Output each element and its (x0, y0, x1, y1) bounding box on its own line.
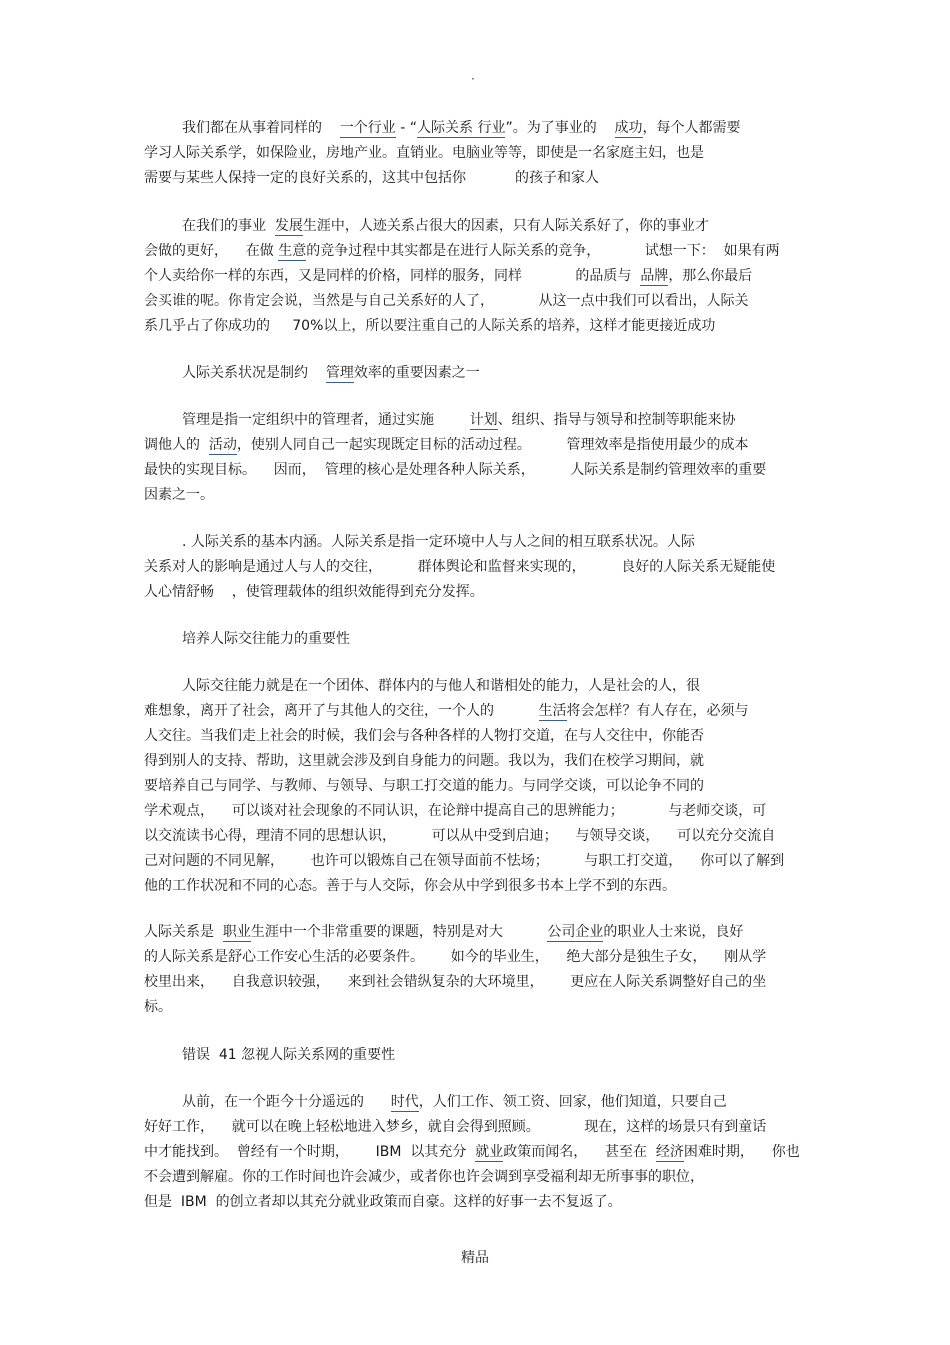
keyword-link[interactable]: 公司企业 (547, 924, 604, 940)
text-line: 他的工作状况和不同的心态。善于与人交际，你会从中学到很多书本上学不到的东西。 (144, 878, 676, 894)
paragraph-3 (144, 408, 809, 508)
paragraph-1 (144, 116, 809, 191)
text-line: 人际关系是 职业生涯中一个非常重要的课题，特别是对大 公司企业的职业人士来说，良好 (144, 924, 744, 940)
text-line: 得到别人的支持、帮助，这里就会涉及到自身能力的问题。我以为，我们在校学习期间，就 (144, 753, 704, 769)
text-line: 的人际关系是舒心工作安心生活的必要条件。 如今的毕业生， 绝大部分是独生子女， 刚从学 (144, 949, 767, 965)
text-line: 标。 (144, 999, 172, 1015)
paragraph-6 (144, 920, 809, 1020)
paragraph-5 (144, 674, 809, 899)
keyword-link[interactable]: 生意 (278, 243, 307, 259)
keyword-link[interactable]: 时代 (390, 1094, 419, 1110)
keyword-link[interactable]: 人际关系 行业 (417, 120, 506, 136)
header-mark: · (471, 72, 475, 86)
keyword-link[interactable]: 经济 (655, 1144, 684, 1160)
section-heading: 培养人际交往能力的重要性 (182, 631, 350, 647)
keyword-link[interactable]: 生活 (538, 703, 567, 719)
text-line: 在我们的事业 发展生涯中，人迹关系占很大的因素，只有人际关系好了，你的事业才 (182, 218, 709, 234)
text-line: 人交往。当我们走上社会的时候，我们会与各种各样的人物打交道，在与人交往中，你能否 (144, 728, 704, 744)
text-line: 会做的更好， 在做 生意的竞争过程中其实都是在进行人际关系的竞争， 试想一下： 如果有两 (144, 243, 780, 259)
keyword-link[interactable]: 职业 (222, 924, 251, 940)
section-heading: 错误 41 忽视人际关系网的重要性 (182, 1047, 396, 1063)
text-line: 会买谁的呢。你肯定会说，当然是与自己关系好的人了， 从这一点中我们可以看出，人际关 (144, 293, 749, 309)
keyword-link[interactable]: 一个行业 (339, 120, 396, 136)
text-line: 人心情舒畅 ，使管理载体的组织效能得到充分发挥。 (144, 584, 484, 600)
text-line: 学习人际关系学，如保险业，房地产业。直销业。电脑业等等，即使是一名家庭主妇，也是 (144, 145, 704, 161)
text-line: 校里出来， 自我意识较强， 来到社会错纵复杂的大环境里， 更应在人际关系调整好自己的坐 (144, 974, 767, 990)
text-line: 人际交往能力就是在一个团体、群体内的与他人和谐相处的能力，人是社会的人，很 (182, 678, 700, 694)
paragraph-2 (144, 214, 809, 339)
text-line: 系几乎占了你成功的 70%以上，所以要注重自己的人际关系的培养，这样才能更接近成功 (144, 318, 716, 334)
section-heading: 人际关系状况是制约 管理效率的重要因素之一 (182, 365, 480, 381)
text-line: 最快的实现目标。 因而， 管理的核心是处理各种人际关系， 人际关系是制约管理效率的重要 (144, 462, 767, 478)
keyword-link[interactable]: 活动 (208, 437, 237, 453)
paragraph-7 (144, 1090, 809, 1215)
paragraph-4 (144, 530, 809, 605)
text-line: 但是 IBM 的创立者却以其充分就业政策而自豪。这样的好事一去不复返了。 (144, 1194, 622, 1210)
text-line: 不会遭到解雇。你的工作时间也许会减少，或者你也许会调到享受福利却无所事事的职位， (144, 1169, 704, 1185)
keyword-link[interactable]: 管理 (325, 365, 354, 381)
text-line: 要培养自己与同学、与教师、与领导、与职工打交道的能力。与同学交谈，可以论争不同的 (144, 778, 704, 794)
keyword-link[interactable]: 就业 (475, 1144, 504, 1160)
text-line: . 人际关系的基本内涵。人际关系是指一定环境中人与人之间的相互联系状况。人际 (182, 534, 695, 550)
keyword-link[interactable]: 成功 (614, 120, 643, 136)
text-line: 从前，在一个距今十分遥远的 时代，人们工作、领工资、回家，他们知道，只要自己 (182, 1094, 727, 1110)
page-footer: 精品 (461, 1250, 489, 1266)
text-line: 难想象，离开了社会，离开了与其他人的交往，一个人的 生活将会怎样？有人存在，必须与 (144, 703, 749, 719)
keyword-link[interactable]: 发展 (274, 218, 303, 234)
text-line: 调他人的 活动，使别人同自己一起实现既定目标的活动过程。 管理效率是指使用最少的成本 (144, 437, 749, 453)
text-line: 因素之一。 (144, 487, 214, 503)
text-line: 关系对人的影响是通过人与人的交往， 群体舆论和监督来实现的， 良好的人际关系无疑能使 (144, 559, 776, 575)
text-line: 以交流读书心得，理清不同的思想认识， 可以从中受到启迪； 与领导交谈， 可以充分交流自 (144, 828, 776, 844)
text-line: 个人卖给你一样的东西，又是同样的价格，同样的服务，同样 的品质与 品牌，那么你最后 (144, 268, 753, 284)
text-line: 我们都在从事着同样的 一个行业 - “人际关系 行业”。为了事业的 成功，每个人都需要 (182, 120, 741, 136)
text-line: 中才能找到。 曾经有一个时期， IBM 以其充分 就业政策而闻名， 甚至在 经济困难时期， 你也 (144, 1144, 800, 1160)
text-line: 好好工作， 就可以在晚上轻松地进入梦乡，就自会得到照顾。 现在，这样的场景只有到童话 (144, 1119, 767, 1135)
keyword-link[interactable]: 计划 (469, 412, 498, 428)
text-line: 管理是指一定组织中的管理者，通过实施 计划、组织、指导与领导和控制等职能来协 (182, 412, 736, 428)
text-line: 需要与某些人保持一定的良好关系的，这其中包括你 的孩子和家人 (144, 170, 599, 186)
keyword-link[interactable]: 品牌 (640, 268, 669, 284)
text-line: 学术观点， 可以谈对社会现象的不同认识，在论辩中提高自己的思辨能力； 与老师交谈，可 (144, 803, 767, 819)
text-line: 己对问题的不同见解， 也许可以锻炼自己在领导面前不怯场； 与职工打交道， 你可以了解到 (144, 853, 785, 869)
